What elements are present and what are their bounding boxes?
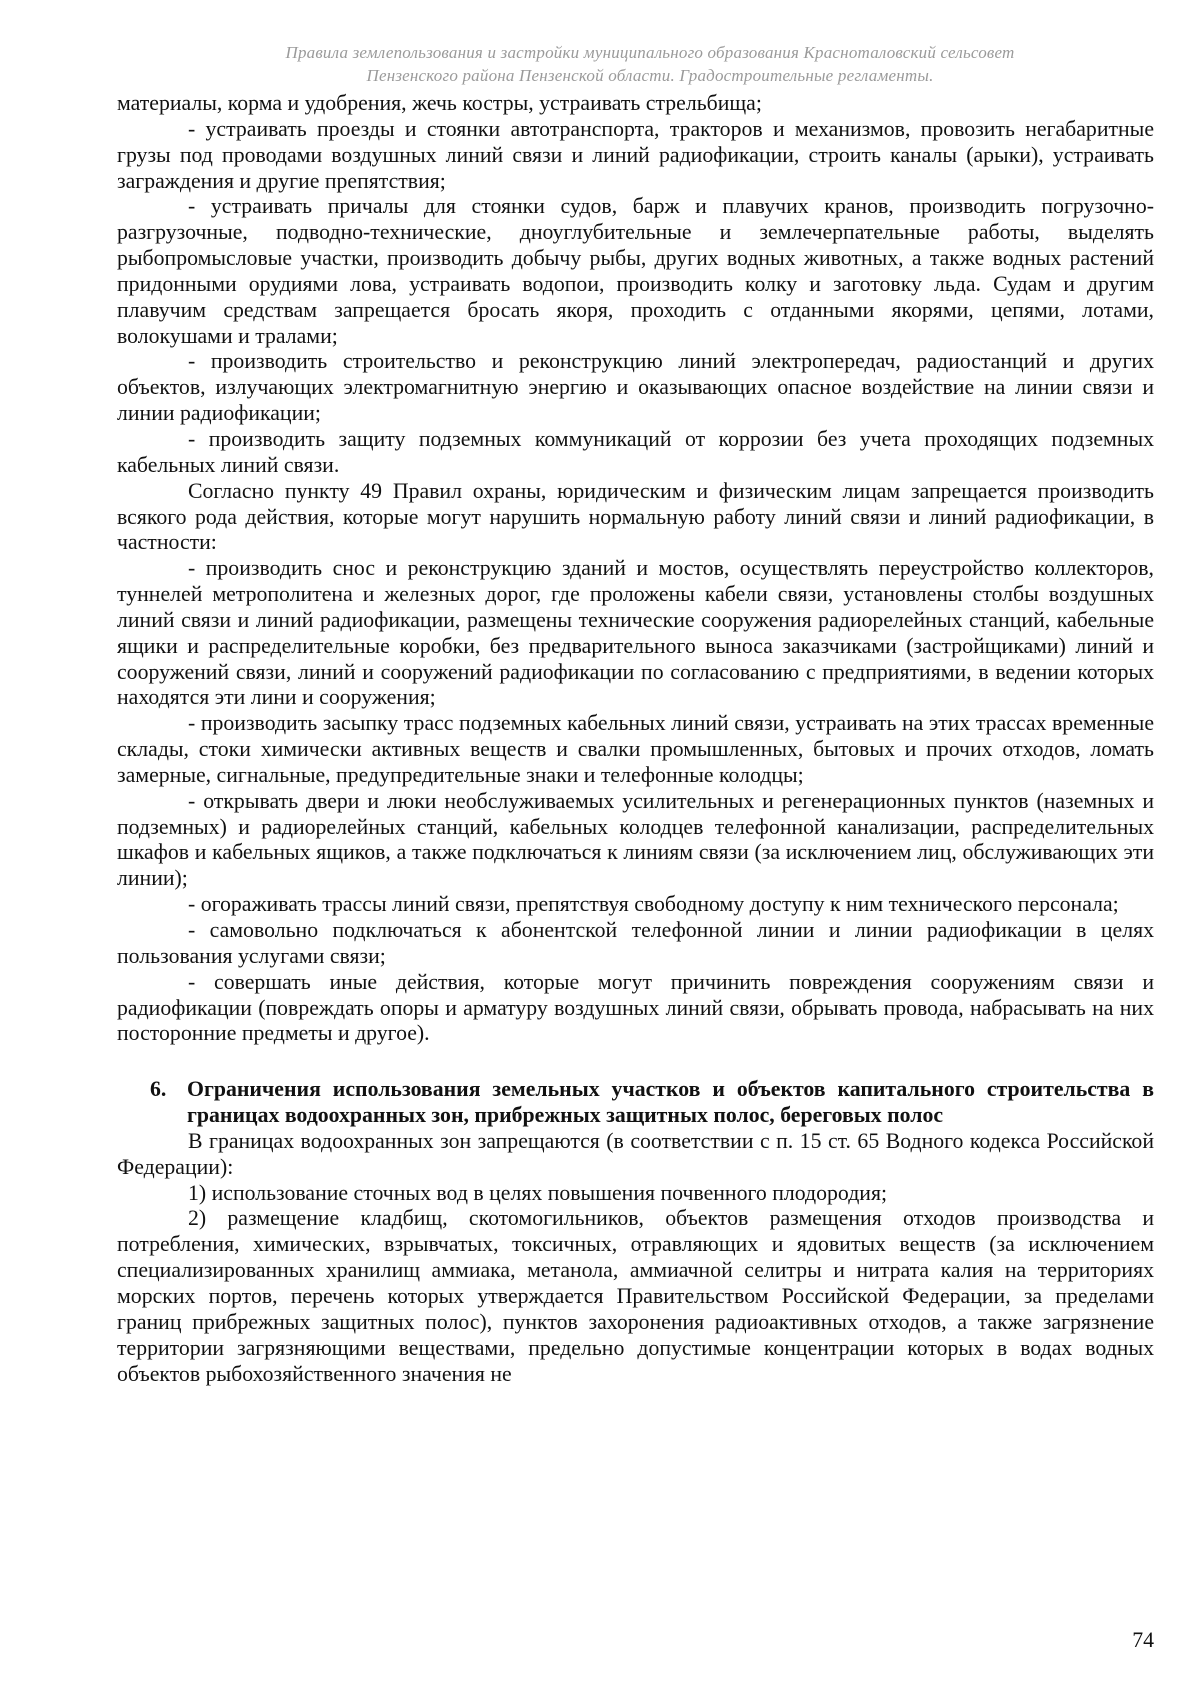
running-header-line-1: Правила землепользования и застройки муниципального образования Красноталовский сельсовет (285, 43, 1015, 62)
body-text (117, 91, 1154, 1387)
section-spacer (117, 1047, 1154, 1077)
running-header (200, 41, 1100, 87)
list-item: - производить строительство и реконструкцию линий электропередач, радиостанций и других объектов, излучающих электромагнитную энергию и оказывающих опасное воздействие на линии связи и линии радиофикации; (117, 349, 1154, 426)
list-item: - производить снос и реконструкцию зданий и мостов, осуществлять переустройство коллекторов, туннелей метрополитена и железных дорог, где проложены кабели связи, установлены столбы воздушных линий связи и линий радиофикации, размещены технические сооружения радиорелейных станций, кабельные ящики и распределительные коробки, без предварительного выноса заказчиками (застройщиками) линий и сооружений связи, линий и сооружений радиофикации по согласованию с предприятиями, в ведении которых находятся эти лини и сооружения; (117, 556, 1154, 710)
numbered-item: 2) размещение кладбищ, скотомогильников, объектов размещения отходов производства и потребления, химических, взрывчатых, токсичных, отравляющих и ядовитых веществ (за исключением специализированных хранилищ аммиака, метанола, аммиачной селитры и нитрата калия на территориях морских портов, перечень которых утверждается Правительством Российской Федерации, за пределами границ прибрежных защитных полос), пунктов захоронения радиоактивных отходов, а также загрязнение территории загрязняющими веществами, предельно допустимые концентрации которых в водах водных объектов рыбохозяйственного значения не (117, 1206, 1154, 1386)
list-item: - устраивать проезды и стоянки автотранспорта, тракторов и механизмов, провозить негабаритные грузы под проводами воздушных линий связи и линий радиофикации, строить каналы (арыки), устраивать заграждения и другие препятствия; (117, 116, 1154, 193)
list-item: - производить засыпку трасс подземных кабельных линий связи, устраивать на этих трассах временные склады, стоки химически активных веществ и свалки промышленных, бытовых и прочих отходов, ломать замерные, сигнальные, предупредительные знаки и телефонные колодцы; (117, 711, 1154, 787)
numbered-item: 1) использование сточных вод в целях повышения почвенного плодородия; (188, 1180, 888, 1205)
list-item: - производить защиту подземных коммуникаций от коррозии без учета проходящих подземных кабельных линий связи. (117, 426, 1154, 477)
section-number: 6. (150, 1077, 167, 1102)
paragraph: Согласно пункту 49 Правил охраны, юридическим и физическим лицам запрещается производить всякого рода действия, которые могут нарушить нормальную работу линий связи и линий радиофикации, в частности: (117, 478, 1154, 555)
list-item: - устраивать причалы для стоянки судов, барж и плавучих кранов, производить погрузочно-разгрузочные, подводно-технические, дноуглубительные и землечерпательные работы, выделять рыбопромысловые участки, производить добычу рыбы, других водных животных, а также водных растений придонными орудиями лова, устраивать водопои, производить колку и заготовку льда. Судам и другим плавучим средствам запрещается бросать якоря, проходить с отданными якорями, цепями, лотами, волокушами и тралами; (117, 194, 1154, 348)
section-title: Ограничения использования земельных участков и объектов капитального строительства в границах водоохранных зон, прибрежных защитных полос, береговых полос (187, 1077, 1154, 1128)
section-heading (117, 1077, 1154, 1129)
list-item: - открывать двери и люки необслуживаемых усилительных и регенерационных пунктов (наземных и подземных) и радиорелейных станций, кабельных колодцев телефонной канализации, распределительных шкафов и кабельных ящиков, а также подключаться к линиям связи (за исключением лиц, обслуживающих эти линии); (117, 788, 1154, 891)
list-item: - самовольно подключаться к абонентской телефонной линии и линии радиофикации в целях пользования услугами связи; (117, 918, 1154, 968)
paragraph: В границах водоохранных зон запрещаются (в соответствии с п. 15 ст. 65 Водного кодекса Российской Федерации): (117, 1128, 1154, 1179)
list-item: - огораживать трассы линий связи, препятствуя свободному доступу к ним технического персонала; (188, 892, 1119, 917)
page-number: 74 (1132, 1628, 1154, 1652)
paragraph-continuation: материалы, корма и удобрения, жечь костры, устраивать стрельбища; (117, 91, 762, 115)
list-item: - совершать иные действия, которые могут причинить повреждения сооружениям связи и радиофикации (повреждать опоры и арматуру воздушных линий связи, обрывать провода, набрасывать на них посторонние предметы и другое). (117, 969, 1154, 1046)
running-header-line-2: Пензенского района Пензенской области. Градостроительные регламенты. (366, 66, 934, 85)
